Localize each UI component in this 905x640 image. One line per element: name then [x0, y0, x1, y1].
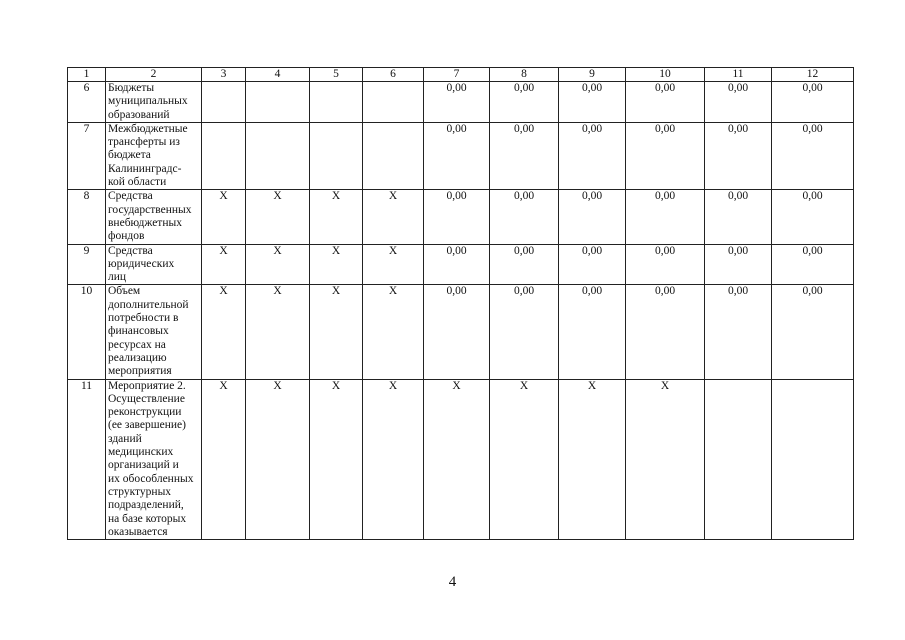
header-row — [68, 68, 854, 82]
value-cell: 0,00 — [705, 285, 772, 379]
row-name-line: Средства — [108, 244, 153, 257]
value-cell: 0,00 — [559, 122, 626, 189]
value-cell: Х — [246, 379, 310, 540]
row-number: 9 — [68, 244, 106, 285]
value-cell — [246, 82, 310, 123]
column-header: 5 — [310, 68, 363, 82]
value-cell — [772, 379, 854, 540]
value-cell — [705, 379, 772, 540]
value-cell: 0,00 — [490, 122, 559, 189]
value-cell: 0,00 — [626, 285, 705, 379]
row-name-line: образований — [108, 108, 170, 121]
row-number: 6 — [68, 82, 106, 123]
value-cell: Х — [310, 379, 363, 540]
value-cell — [202, 122, 246, 189]
column-header: 6 — [363, 68, 424, 82]
value-cell: Х — [490, 379, 559, 540]
row-name-line: Бюджеты — [108, 82, 155, 94]
row-name-line: лиц — [108, 271, 127, 284]
value-cell: 0,00 — [705, 190, 772, 244]
value-cell: Х — [202, 244, 246, 285]
value-cell: Х — [363, 379, 424, 540]
column-header: 2 — [106, 68, 202, 82]
row-number: 11 — [68, 379, 106, 540]
value-cell: 0,00 — [559, 82, 626, 123]
row-name — [106, 122, 202, 189]
row-name-line: реализацию — [108, 351, 167, 364]
column-header: 10 — [626, 68, 705, 82]
value-cell — [363, 82, 424, 123]
value-cell: 0,00 — [772, 190, 854, 244]
row-name — [106, 190, 202, 244]
value-cell: 0,00 — [626, 122, 705, 189]
value-cell: Х — [626, 379, 705, 540]
row-name — [106, 82, 202, 123]
value-cell: 0,00 — [490, 244, 559, 285]
row-name-line: юридических — [108, 257, 175, 270]
value-cell: 0,00 — [424, 190, 490, 244]
row-name-line: дополнительной — [108, 298, 189, 311]
value-cell — [202, 82, 246, 123]
row-name-line: зданий — [108, 432, 142, 445]
row-name-line: Мероприятие 2. — [108, 379, 186, 392]
value-cell: Х — [424, 379, 490, 540]
value-cell — [363, 122, 424, 189]
row-name-line: медицинских — [108, 446, 174, 459]
row-name-line: на базе которых — [108, 512, 187, 525]
value-cell: Х — [310, 244, 363, 285]
column-header: 8 — [490, 68, 559, 82]
row-name-line: подразделений, — [108, 499, 184, 512]
row-name-line: организаций и — [108, 459, 179, 472]
row-name-line: бюджета — [108, 149, 151, 162]
value-cell: 0,00 — [424, 122, 490, 189]
column-header: 4 — [246, 68, 310, 82]
value-cell: 0,00 — [559, 244, 626, 285]
column-header: 11 — [705, 68, 772, 82]
page-number: 4 — [448, 574, 457, 590]
table-row — [68, 190, 854, 244]
column-header: 3 — [202, 68, 246, 82]
row-name-line: их обособленных — [108, 472, 194, 485]
value-cell: Х — [363, 285, 424, 379]
row-name-line: внебюджетных — [108, 216, 182, 229]
value-cell: 0,00 — [490, 82, 559, 123]
value-cell: 0,00 — [490, 285, 559, 379]
row-name-line: муниципальных — [108, 95, 188, 108]
value-cell: Х — [202, 190, 246, 244]
row-name-line: кой области — [108, 176, 167, 189]
row-name — [106, 244, 202, 285]
table-row — [68, 122, 854, 189]
value-cell: 0,00 — [490, 190, 559, 244]
column-header: 9 — [559, 68, 626, 82]
row-name-line: оказывается — [108, 525, 168, 538]
value-cell: 0,00 — [424, 244, 490, 285]
value-cell: 0,00 — [705, 244, 772, 285]
table-body — [68, 68, 854, 540]
row-number: 10 — [68, 285, 106, 379]
value-cell: Х — [202, 379, 246, 540]
value-cell: 0,00 — [424, 285, 490, 379]
row-name-line: Средства — [108, 190, 153, 203]
row-name-line: ресурсах на — [108, 338, 166, 351]
column-header: 7 — [424, 68, 490, 82]
column-header: 12 — [772, 68, 854, 82]
row-number: 7 — [68, 122, 106, 189]
row-name-line: финансовых — [108, 325, 169, 338]
budget-table — [67, 67, 854, 540]
value-cell: 0,00 — [559, 285, 626, 379]
value-cell: 0,00 — [772, 285, 854, 379]
value-cell: Х — [246, 244, 310, 285]
value-cell: Х — [363, 244, 424, 285]
row-name-line: Калининградс- — [108, 162, 182, 175]
table-row — [68, 379, 854, 540]
row-name-line: потребности в — [108, 312, 179, 325]
row-name-line: реконструкции — [108, 406, 182, 419]
value-cell: 0,00 — [772, 122, 854, 189]
value-cell: 0,00 — [626, 190, 705, 244]
row-name-line: государственных — [108, 203, 192, 216]
value-cell: Х — [246, 190, 310, 244]
row-name — [106, 379, 202, 540]
row-name-line: фондов — [108, 230, 145, 243]
value-cell: Х — [310, 285, 363, 379]
value-cell — [310, 122, 363, 189]
row-name-line: (ее завершение) — [108, 419, 186, 432]
value-cell: 0,00 — [772, 82, 854, 123]
value-cell: Х — [559, 379, 626, 540]
value-cell — [246, 122, 310, 189]
value-cell: 0,00 — [705, 122, 772, 189]
column-header: 1 — [68, 68, 106, 82]
table-row — [68, 82, 854, 123]
table-row — [68, 285, 854, 379]
row-name — [106, 285, 202, 379]
value-cell: 0,00 — [626, 244, 705, 285]
value-cell — [310, 82, 363, 123]
value-cell: 0,00 — [424, 82, 490, 123]
table-row — [68, 244, 854, 285]
value-cell: 0,00 — [772, 244, 854, 285]
row-name-line: Объем — [108, 285, 141, 298]
value-cell: Х — [310, 190, 363, 244]
row-number: 8 — [68, 190, 106, 244]
row-name-line: Осуществление — [108, 392, 185, 405]
row-name-line: трансферты из — [108, 136, 180, 149]
value-cell: 0,00 — [705, 82, 772, 123]
value-cell: 0,00 — [559, 190, 626, 244]
row-name-line: структурных — [108, 485, 172, 498]
value-cell: 0,00 — [626, 82, 705, 123]
value-cell: Х — [202, 285, 246, 379]
value-cell: Х — [363, 190, 424, 244]
row-name-line: Межбюджетные — [108, 122, 188, 135]
value-cell: Х — [246, 285, 310, 379]
row-name-line: мероприятия — [108, 365, 172, 378]
